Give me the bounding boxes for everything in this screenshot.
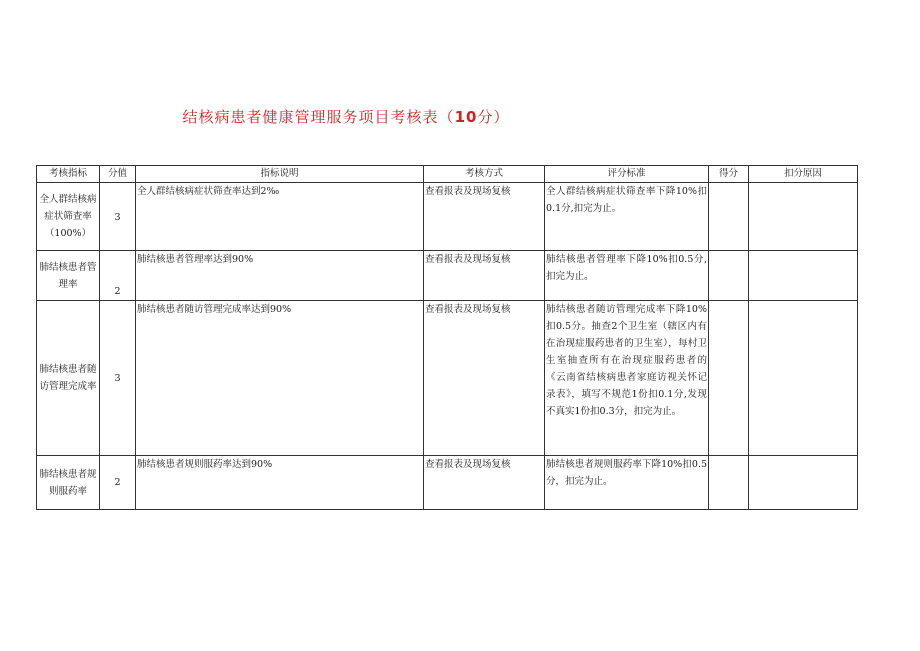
indicator-cell: 全人群结核病症状筛查率（100%） — [37, 183, 100, 251]
header-score: 分值 — [100, 166, 136, 183]
method-cell: 查看报表及现场复核 — [424, 456, 545, 510]
page-title — [0, 106, 692, 127]
score-cell: 2 — [100, 251, 136, 301]
description-cell: 全人群结核病症状筛查率达到2‰ — [136, 183, 424, 251]
description-cell: 肺结核患者管理率达到90% — [136, 251, 424, 301]
criteria-cell: 肺结核患者管理率下降10%扣0.5分,扣完为止。 — [545, 251, 709, 301]
header-criteria: 评分标准 — [545, 166, 709, 183]
header-method: 考核方式 — [424, 166, 545, 183]
header-deduction-reason: 扣分原因 — [749, 166, 858, 183]
indicator-cell: 肺结核患者规则服药率 — [37, 456, 100, 510]
header-description: 指标说明 — [136, 166, 424, 183]
header-got-score: 得分 — [709, 166, 749, 183]
assessment-table — [36, 165, 858, 510]
deduction-reason-cell — [749, 251, 858, 301]
table-row — [37, 456, 858, 510]
indicator-cell: 肺结核患者随访管理完成率 — [37, 301, 100, 456]
method-cell: 查看报表及现场复核 — [424, 183, 545, 251]
got-score-cell — [709, 251, 749, 301]
title-main: 结核病患者健康管理服务项目考核表（ — [182, 108, 455, 126]
method-cell: 查看报表及现场复核 — [424, 251, 545, 301]
indicator-cell: 肺结核患者管理率 — [37, 251, 100, 301]
got-score-cell — [709, 183, 749, 251]
got-score-cell — [709, 301, 749, 456]
criteria-cell: 肺结核患者随访管理完成率下降10%扣0.5分。抽查2个卫生室（辖区内有在治现症服药患者的卫生室），每村卫生室抽查所有在治现症服药患者的《云南省结核病患者家庭访视关怀记录表》，填写不规范1份扣0.1分,发现不真实1份扣0.3分，扣完为止。 — [545, 301, 709, 456]
title-unit: 分） — [477, 108, 510, 126]
table-row — [37, 301, 858, 456]
deduction-reason-cell — [749, 456, 858, 510]
score-cell: 2 — [100, 456, 136, 510]
description-cell: 肺结核患者随访管理完成率达到90% — [136, 301, 424, 456]
method-cell: 查看报表及现场复核 — [424, 301, 545, 456]
score-cell: 3 — [100, 183, 136, 251]
title-score: 10 — [454, 108, 478, 126]
deduction-reason-cell — [749, 183, 858, 251]
table-row — [37, 183, 858, 251]
criteria-cell: 全人群结核病症状筛查率下降10%扣0.1分,扣完为止。 — [545, 183, 709, 251]
header-indicator: 考核指标 — [37, 166, 100, 183]
got-score-cell — [709, 456, 749, 510]
table-header-row — [37, 166, 858, 183]
criteria-cell: 肺结核患者规则服药率下降10%扣0.5分，扣完为止。 — [545, 456, 709, 510]
table-row — [37, 251, 858, 301]
description-cell: 肺结核患者规则服药率达到90% — [136, 456, 424, 510]
deduction-reason-cell — [749, 301, 858, 456]
score-cell: 3 — [100, 301, 136, 456]
